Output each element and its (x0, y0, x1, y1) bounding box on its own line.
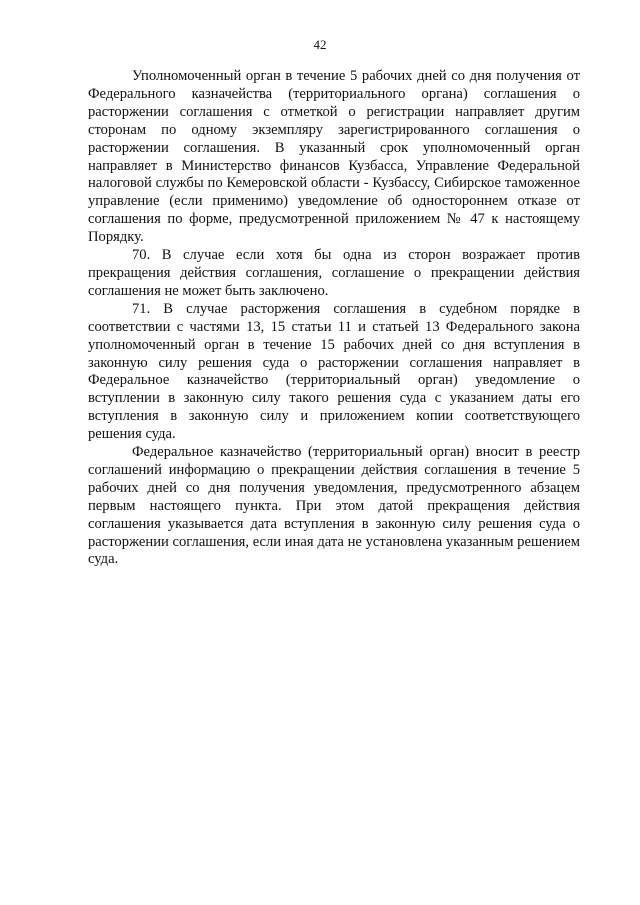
paragraph-item-70: 70. В случае если хотя бы одна из сторон возражает против прекращения действия соглашения, соглашение о прекращении действия соглашения не может быть заключено. (88, 247, 580, 299)
document-body (88, 68, 580, 569)
paragraph-item-71: 71. В случае расторжения соглашения в судебном порядке в соответствии с частями 13, 15 статьи 11 и статьей 13 Федерального закона уполномоченный орган в течение 15 рабочих дней со дня вступления в законную силу решения суда о расторжении соглашения направляет в Федеральное казначейство (территориальный орган) уведомление о вступлении в законную силу такого решения суда с указанием даты его вступления в законную силу и приложением копии соответствующего решения суда. (88, 300, 580, 443)
page-number: 42 (313, 37, 327, 52)
paragraph-notification-procedure: Уполномоченный орган в течение 5 рабочих дней со дня получения от Федерального казначейства (территориального органа) соглашения о расторжении соглашения с отметкой о регистрации направляет другим сторонам по одному экземпляру зарегистрированного соглашения о расторжении соглашения. В указанный срок уполномоченный орган направляет в Министерство финансов Кузбасса, Управление Федеральной налоговой службы по Кемеровской области - Кузбассу, Сибирское таможенное управление (если применимо) уведомление об одностороннем отказе от соглашения по форме, предусмотренной приложением № 47 к настоящему Порядку. (88, 68, 580, 246)
paragraph-registry-entry: Федеральное казначейство (территориальный орган) вносит в реестр соглашений информацию о прекращении действия соглашения в течение 5 рабочих дней со дня получения уведомления, предусмотренного абзацем первым настоящего пункта. При этом датой прекращения действия соглашения указывается дата вступления в законную силу решения суда о расторжении соглашения, если иная дата не установлена указанным решением суда. (88, 444, 580, 568)
